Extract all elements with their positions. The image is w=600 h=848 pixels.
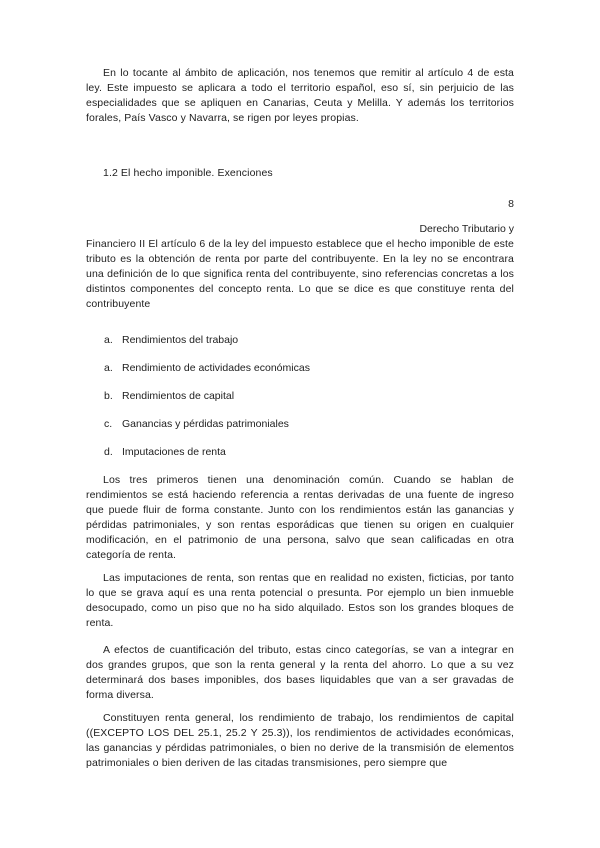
paragraph-cuantificacion-tributo: A efectos de cuantificación del tributo, estas cinco categorías, se van a integrar en dos grandes grupos, que son la renta general y la renta del ahorro. Lo que a su vez determinará dos bases imponibles, dos bases liquidables que van a ser gravadas de forma diversa. [86,644,514,701]
list-item-marker: a. [104,362,113,374]
list-item-text: Imputaciones de renta [122,446,226,458]
list-item [104,333,514,348]
list-item-marker: c. [104,418,113,430]
running-header-fragment: Derecho Tributario y [419,223,514,235]
paragraph-denominacion-comun: Los tres primeros tienen una denominación común. Cuando se hablan de rendimientos se está haciendo referencia a rentas derivadas de una fuente de ingreso que puede fluir de forma constante. Junto con los rendimientos están las ganancias y pérdidas patrimoniales, y son rentas esporádicas que tienen su origen en cualquier modificación, en el patrimonio de una persona, salvo que sean calificadas en otra categoría de renta. [86,474,514,561]
paragraph-renta-general: Constituyen renta general, los rendimiento de trabajo, los rendimientos de capital ((EXCEPTO LOS DEL 25.1, 25.2 Y 25.3)), los rendimientos de actividades económicas, las ganancias y pérdidas patrimoniales, o bien no derive de la transmisión de elementos patrimoniales o bien deriven de las citadas transmisiones, pero siempre que [86,712,514,769]
section-heading: 1.2 El hecho imponible. Exenciones [103,167,273,179]
list-item-marker: a. [104,334,113,346]
list-item-text: Rendimiento de actividades económicas [122,362,310,374]
list-item-marker: d. [104,446,113,458]
list-item-text: Ganancias y pérdidas patrimoniales [122,418,289,430]
paragraph-imputaciones-renta: Las imputaciones de renta, son rentas que en realidad no existen, ficticias, por tanto lo que se grava aquí es una renta potencial o presunta. Por ejemplo un bien inmueble desocupado, como un piso que no ha sido alquilado. Estos son los grandes bloques de renta. [86,572,514,629]
list-item [104,417,514,432]
list-item-text: Rendimientos de capital [122,390,235,402]
list-item [104,445,514,460]
paragraph-ambito-aplicacion: En lo tocante al ámbito de aplicación, nos tenemos que remitir al artículo 4 de esta ley. Este impuesto se aplicara a todo el territorio español, eso sí, sin perjuicio de las especialidades que se apliquen en Canarias, Ceuta y Melilla. Y además los territorios forales, País Vasco y Navarra, se rigen por leyes propias. [86,67,514,124]
page-number: 8 [508,198,514,210]
list-item [104,361,514,376]
renta-components-list [86,333,514,460]
paragraph-hecho-imponible: Financiero II El artículo 6 de la ley del impuesto establece que el hecho imponible de este tributo es la obtención de renta por parte del contribuyente. En la ley no se encontrara una definición de lo que significa renta del contribuyente, sino referencias concretas a los distintos componentes del concepto renta. Lo que se dice es que constituye renta del contribuyente [86,238,514,310]
list-item-marker: b. [104,390,113,402]
list-item [104,389,514,404]
list-item-text: Rendimientos del trabajo [122,334,239,346]
